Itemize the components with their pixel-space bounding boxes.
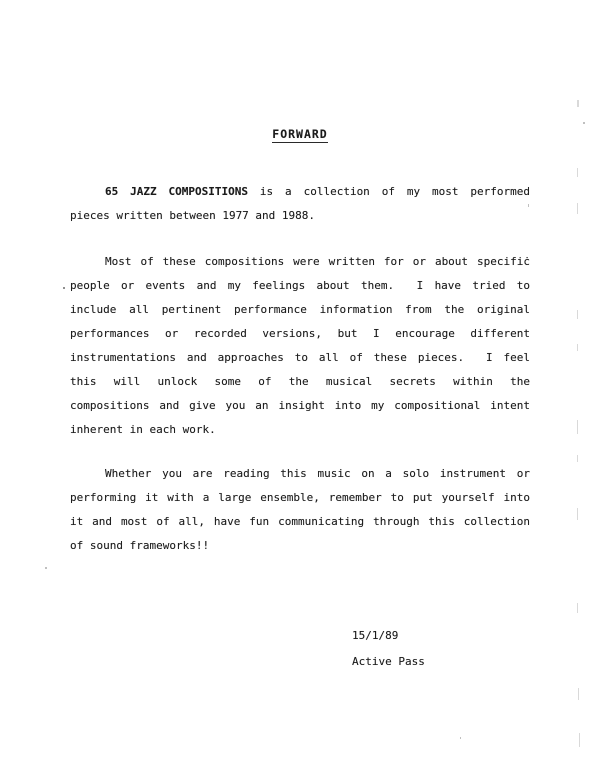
paragraph-line: of sound frameworks!! [70,539,210,552]
scan-speckle [583,122,585,124]
paragraph-text: is a collection of my most performed [248,185,530,198]
paragraph-line: performances or recorded versions, but I encourage different [70,327,530,340]
paragraph-about-compositions [70,250,530,442]
paragraph-intro [70,180,530,228]
paragraph-line: include all pertinent performance information from the original [70,303,530,316]
ink-speck [460,737,461,739]
scan-speckle [578,688,579,700]
scan-speckle [577,420,578,434]
signature-date: 15/1/89 [352,629,399,642]
scan-speckle [577,455,578,462]
paragraph-line: Most of these compositions were written for or about specifiċ [105,255,530,268]
book-title-text: 65 JAZZ COMPOSITIONS [105,185,249,198]
ink-speck [45,567,47,569]
paragraph-line: inherent in each work. [70,423,216,436]
page-title-text: FORWARD [272,127,328,141]
paragraph-line: Whether you are reading this music on a solo instrument or [105,467,530,480]
page-title [0,122,600,146]
paragraph-line: performing it with a large ensemble, remember to put yourself into [70,491,530,504]
scan-speckle [577,100,579,107]
scan-speckle [577,603,578,613]
signature-block [352,623,425,675]
paragraph-closing [70,462,530,558]
scan-speckle [577,203,578,214]
paragraph-line: people or events and my feelings about them. I have tried to [70,279,530,292]
scan-speckle [579,733,580,747]
paragraph-line: compositions and give you an insight into my compositional intent [70,399,530,412]
scan-speckle [577,344,578,351]
scan-speckle [528,204,529,207]
paragraph-line: it and most of all, have fun communicating through this collection [70,515,530,528]
scan-speckle [577,168,578,177]
scan-speckle [577,508,578,520]
paragraph-line [70,180,530,204]
paragraph-line: instrumentations and approaches to all of these pieces. I feel [70,351,530,364]
paragraph-line: this will unlock some of the musical secrets within the [70,375,530,388]
paragraph-line: pieces written between 1977 and 1988. [70,209,316,222]
ink-speck [63,287,65,289]
signature-name: Active Pass [352,655,425,668]
scan-speckle [577,310,578,319]
